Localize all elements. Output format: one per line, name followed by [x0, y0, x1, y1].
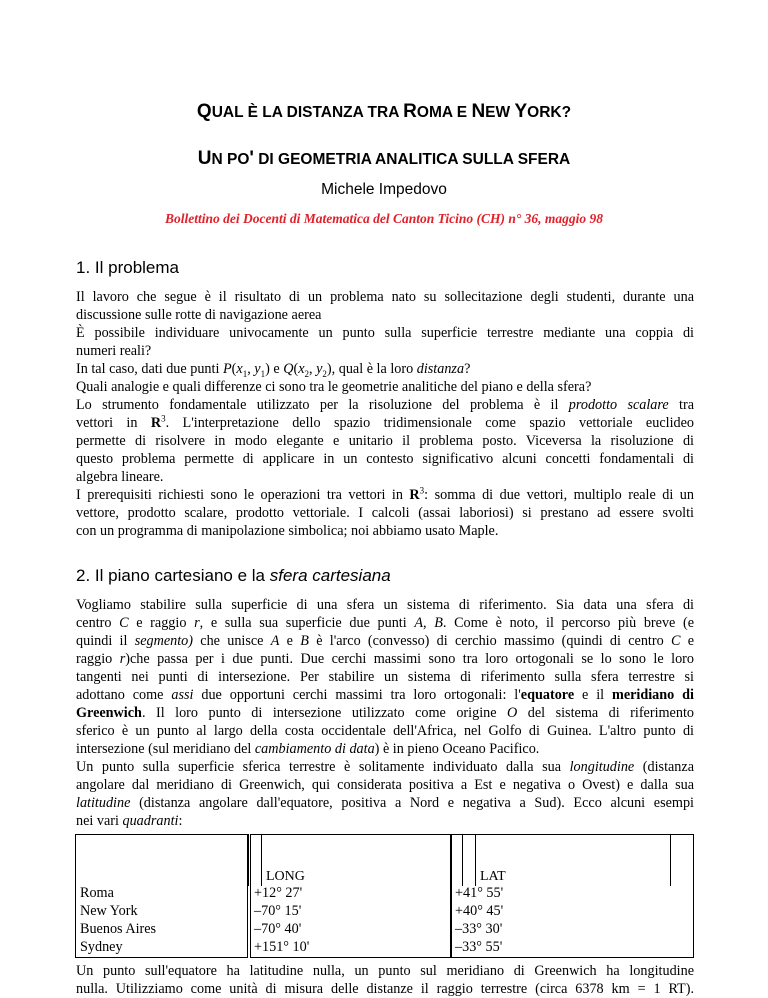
- paragraph-line: Quali analogie e quali differenze ci sono tra le geometrie analitiche del piano e della sfera?: [76, 379, 592, 395]
- text-run: , e sulla sua superficie due punti: [199, 615, 415, 631]
- paragraph-line: sferico è un punto al largo della costa occidentale dell'Africa, nel Golfo di Guinea. L'altro punto di: [76, 723, 694, 739]
- section-heading-2: [76, 566, 391, 586]
- table-cell-city: Roma: [80, 885, 114, 901]
- math-var: r: [119, 651, 126, 667]
- text-run: ?: [464, 361, 471, 377]
- title-part: ORK?: [527, 104, 572, 121]
- text-run: del sistema di riferimento: [517, 705, 694, 721]
- title-part: UAL È LA DISTANZA TRA: [211, 104, 404, 121]
- publication-reference: Bollettino dei Docenti di Matematica del Canton Ticino (CH) n° 36, maggio 98: [164, 211, 604, 226]
- strong-text: meridiano di: [612, 687, 694, 703]
- math-var: A: [414, 615, 424, 631]
- math-symbol: R: [409, 487, 420, 503]
- table-frame-city: [75, 834, 248, 958]
- paragraph-line: angolare dal meridiano di Greenwich, qui considerata positiva a Est e negativa o Ovest) e dalla sua: [76, 777, 694, 793]
- table-cell-lat: –33° 30': [455, 921, 503, 937]
- title-part: N: [471, 101, 486, 122]
- text-run: quindi il: [76, 633, 135, 649]
- emphasis: assi: [171, 687, 194, 703]
- paragraph-line: questo problema permette di applicare in un contesto significativo alcuni concetti fondamentali di: [76, 451, 694, 467]
- table-cell-lat: –33° 55': [455, 939, 503, 955]
- paragraph-line: [76, 650, 694, 668]
- title-part: OMA E: [416, 104, 472, 121]
- text-run: . Come è noto, il percorso più breve (e: [442, 615, 695, 631]
- paragraph-line: permette di risolvere in modo elegante e unitario il problema posto. Viceversa la risoluzione di: [76, 433, 694, 449]
- paragraph-line: [76, 740, 694, 758]
- table-cell-long: +12° 27': [254, 885, 303, 901]
- math-var: C: [670, 633, 681, 649]
- math-sub: 2: [322, 368, 327, 379]
- text-run: )che passa per i due punti. Due cerchi massimi sono tra loro ortogonali se lo sono le loro: [125, 651, 694, 667]
- table-frame-lat: [451, 834, 694, 958]
- heading-emphasis: sfera cartesiana: [269, 566, 391, 585]
- table-cell-lat: +40° 45': [455, 903, 504, 919]
- math-sub: 1: [260, 368, 266, 379]
- paragraph-line: [76, 794, 694, 812]
- table-cell-lat: +41° 55': [455, 885, 504, 901]
- paragraph-line: [76, 704, 694, 722]
- math-sup: 3: [161, 413, 166, 424]
- paragraph-line: Un punto sull'equatore ha latitudine nulla, un punto sul meridiano di Greenwich ha longitudine: [76, 963, 694, 979]
- paragraph-line: È possibile individuare univocamente un punto sulla superficie terrestre mediante una coppia di: [76, 325, 694, 341]
- math-var: y: [254, 361, 261, 377]
- section-heading-1: 1. Il problema: [76, 258, 179, 277]
- title-part: Q: [196, 101, 212, 122]
- title-line-2: [0, 148, 768, 170]
- paragraph-line: In tal caso, dati due punti $P(x_1$, $y_1$) e $Q(x_2$, $y_2$), qual è la loro distanza?: [76, 361, 471, 379]
- table-cell-city: New York: [80, 903, 138, 919]
- text-run: :: [178, 813, 183, 829]
- title-part: DI GEOMETRIA ANALITICA SULLA SFERA: [253, 151, 571, 168]
- text-run: che unisce: [193, 633, 271, 649]
- paragraph-line: centro C e raggio r, e sulla sua superficie due punti A, B. Come è noto, il percorso più breve (e: [76, 615, 695, 631]
- title-part: Y: [514, 101, 528, 122]
- paragraph-line: [76, 686, 694, 704]
- paragraph-line: Il lavoro che segue è il risultato di un problema nato su sollecitazione degli studenti, durante una: [76, 289, 694, 305]
- title-part: R: [403, 101, 417, 122]
- math-var: P: [222, 361, 232, 377]
- paragraph-line: con un programma di manipolazione simbolica; noi abbiamo usato Maple.: [76, 523, 499, 539]
- paragraph-line: algebra lineare.: [76, 469, 164, 485]
- text-run: vettori in: [76, 415, 151, 431]
- table-cell-city: Sydney: [80, 939, 123, 955]
- text-run: è l'arco (convesso) di cerchio massimo (quindi di centro: [308, 633, 671, 649]
- text-run: e raggio: [128, 615, 195, 631]
- emphasis: segmento): [134, 633, 193, 649]
- paragraph-line: [76, 632, 694, 650]
- math-var: x: [236, 361, 243, 377]
- text-run: ) è in pieno Oceano Pacifico.: [374, 741, 540, 757]
- paragraph-line: [76, 758, 694, 776]
- title-part: N PO: [211, 151, 250, 168]
- table-frame-long: [250, 834, 451, 958]
- text-run: due opportuni cerchi massimi tra loro ortogonali: l': [193, 687, 521, 703]
- title-line-1: [0, 101, 768, 123]
- text-run: e: [680, 633, 694, 649]
- text-run: Un punto sulla superficie sferica terrestre è solitamente individuato dalla sua: [76, 759, 570, 775]
- text-run: e il: [574, 687, 612, 703]
- table-cell-long: +151° 10': [254, 939, 310, 955]
- math-var: r: [194, 615, 200, 631]
- text-run: nei vari: [76, 813, 123, 829]
- strong-text: Greenwich: [76, 705, 142, 721]
- paragraph-line: numeri reali?: [76, 343, 152, 359]
- math-symbol: R: [150, 415, 162, 431]
- math-var: A: [270, 633, 280, 649]
- paragraph-line: [76, 486, 694, 504]
- math-var: Q: [283, 361, 294, 377]
- emphasis: quadranti: [122, 813, 179, 829]
- emphasis: longitudine: [569, 759, 635, 775]
- table-cell-city: Buenos Aires: [80, 921, 157, 937]
- author-name: Michele Impedovo: [321, 181, 447, 198]
- paragraph-line: vettore, prodotto scalare, prodotto vettoriale. I calcoli (assai laboriosi) si prestano ad essere svolti: [76, 505, 694, 521]
- paragraph-line: tangenti nei punti di intersezione. Per stabilire un sistema di riferimento sulla sfera terrestre si: [76, 669, 694, 685]
- text-run: e: [279, 633, 301, 649]
- table-header-long: LONG: [262, 835, 463, 887]
- text-run: adottano come: [76, 687, 172, 703]
- emphasis: distanza: [416, 361, 465, 377]
- emphasis: prodotto scalare: [568, 397, 669, 413]
- text-run: I prerequisiti richiesti sono le operazioni tra vettori in: [76, 487, 410, 503]
- title-part: ': [249, 148, 254, 169]
- math-sub: 2: [304, 368, 310, 379]
- text-run: ), qual è la loro: [326, 361, 417, 377]
- text-run: Lo strumento fondamentale utilizzato per la risoluzione del problema è il: [76, 397, 569, 413]
- text-run: raggio: [76, 651, 120, 667]
- text-run: intersezione (sul meridiano del: [76, 741, 255, 757]
- table-cell-long: –70° 15': [254, 903, 302, 919]
- paragraph-line: discussione sulle rotte di navigazione aerea: [76, 307, 322, 323]
- paragraph-line: Vogliamo stabilire sulla superficie di una sfera un sistema di riferimento. Sia data una sfera di: [76, 597, 694, 613]
- heading-text: 2. Il piano cartesiano e la: [76, 566, 270, 585]
- math-var: O: [507, 705, 518, 721]
- text-run: tra: [668, 397, 695, 413]
- paragraph-line: [76, 396, 694, 414]
- text-run: : somma di due vettori, multiplo reale di un: [424, 487, 694, 503]
- math-var: B: [300, 633, 309, 649]
- text-run: In tal caso, dati due punti: [76, 361, 223, 377]
- title-part: EW: [485, 104, 515, 121]
- paragraph-line: [76, 812, 694, 830]
- table-cell-long: –70° 40': [254, 921, 302, 937]
- math-sup: 3: [419, 485, 425, 496]
- math-var: y: [316, 361, 323, 377]
- paragraph-line: nulla. Utilizziamo come unità di misura delle distanze il raggio terrestre (circa 6378 km = 1 RT).: [76, 981, 694, 997]
- text-run: centro: [76, 615, 120, 631]
- title-part: U: [197, 148, 212, 169]
- text-run: (distanza: [634, 759, 694, 775]
- math-var: B: [434, 615, 443, 631]
- text-run: (distanza angolare dall'equatore, positiva a Nord e negativa a Sud). Ecco alcuni esempi: [130, 795, 694, 811]
- table-header-lat: LAT: [476, 835, 671, 887]
- emphasis: cambiamento di data: [254, 741, 375, 757]
- emphasis: latitudine: [76, 795, 131, 811]
- text-run: . L'interpretazione dello spazio tridimensionale come spazio vettoriale euclideo: [165, 415, 694, 431]
- math-var: x: [298, 361, 305, 377]
- text-run: . Il loro punto di intersezione utilizzato come origine: [141, 705, 508, 721]
- math-sub: 1: [242, 368, 248, 379]
- paragraph-line: [76, 414, 694, 432]
- math-var: C: [119, 615, 129, 631]
- strong-text: equatore: [520, 687, 575, 703]
